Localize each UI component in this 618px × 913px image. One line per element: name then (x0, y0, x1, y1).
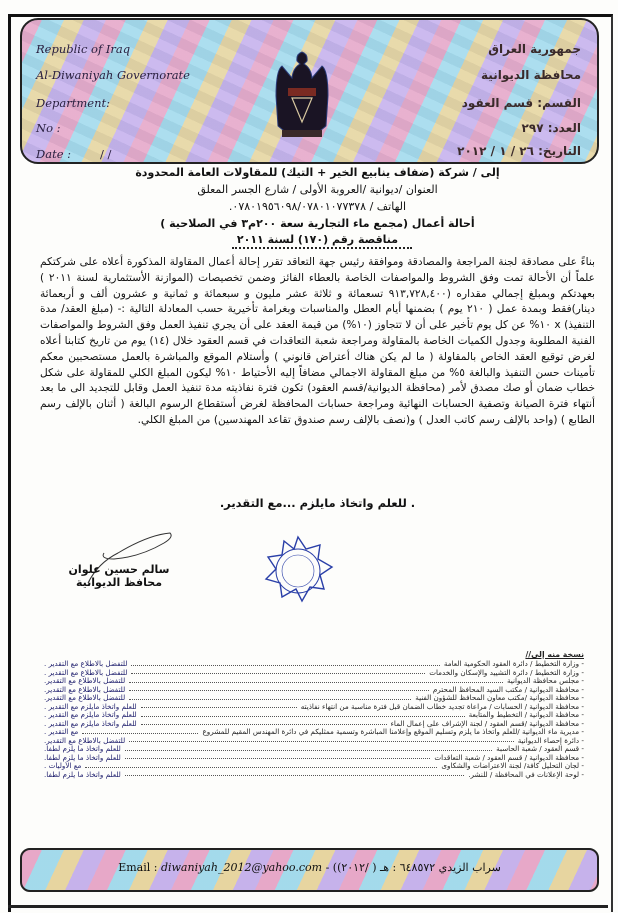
distribution-item (44, 711, 584, 720)
distribution-action: للعلم واتخاذ مايلزم مع التقدير . (44, 711, 137, 719)
letterhead-date-slashes: / / (100, 147, 112, 161)
letterhead-governorate-ar: محافظة الديوانية (481, 68, 581, 82)
dotted-leader (85, 762, 437, 768)
eagle-emblem-icon (264, 48, 340, 146)
footer-band (20, 848, 599, 892)
distribution-destination: - لجان التحليل كافة/ لجنة الاعتراضات والشكاوى (441, 762, 584, 770)
distribution-action: للعلم واتخاذ ما يلزم لطفا. (44, 745, 121, 753)
signatory-title: محافظ الديوانية (75, 576, 163, 589)
letterhead-country-ar: جمهورية العراق (488, 42, 581, 56)
distribution-item (44, 660, 584, 669)
distribution-action: للتفضل بالاطلاع مع التقدير . (44, 668, 128, 677)
distribution-action: للعلم واتخاذ ما يلزم لطفا. (44, 770, 121, 779)
dotted-leader (129, 737, 514, 743)
signature-block (64, 563, 174, 589)
letterhead-governorate-en: Al-Diwaniyah Governorate (36, 68, 190, 82)
distribution-destination: - مجلس محافظة الديوانية (506, 677, 584, 685)
divider-dotted (232, 247, 412, 249)
distribution-destination: - مديرية ماء الديوانية /للعلم واتخاذ ما يلزم وتسليم الموقع وإعلامنا المباشرة وتسمية ممثليكم في دائرة المهندس المقيم للمشروع (202, 728, 584, 736)
distribution-item (44, 703, 584, 712)
letterhead-no-label: No : (36, 121, 61, 135)
distribution-destination: - محافظة الديوانية /قسم العقود / لجنة الإشراف على إعمال الماء (390, 719, 584, 728)
distribution-item (44, 762, 584, 771)
footer-contact (22, 861, 597, 874)
distribution-action: للعلم واتخاذ ما يلزم لطفا. (44, 753, 121, 762)
distribution-item (44, 694, 584, 703)
distribution-destination: - قسم العقود / شعبة الحاسبة (496, 745, 584, 753)
distribution-destination: - وزارة التخطيط / دائرة العقود الحكومية العامة (443, 660, 584, 668)
distribution-item (44, 745, 584, 754)
distribution-item (44, 686, 584, 695)
letterhead (20, 18, 599, 164)
distribution-list (44, 650, 584, 779)
distribution-action: مع الأوليات . (44, 762, 82, 770)
distribution-action: للعلم واتخاذ مايلزم مع التقدير . (44, 702, 137, 711)
dotted-leader (129, 686, 429, 692)
distribution-destination: - محافظة الديوانية / التخطيط والمتابعة (468, 711, 584, 719)
letterhead-date-label: Date : (36, 147, 72, 161)
distribution-item (44, 771, 584, 780)
distribution-action: مع التقدير . (44, 728, 79, 736)
distribution-destination: - محافظة الديوانية /مكتب معاون المحافظ للشؤون الفنية (415, 694, 584, 702)
dotted-leader (141, 720, 387, 726)
distribution-destination: - محافظة الديوانية / الحسابات / مراعاة تجديد خطاب الضمان قبل فترة مناسبة من انتهاء نفاذيته (300, 702, 584, 711)
footer-phone: - ((٢٠١٢/ ) سراب الزيدي ٦٤٨٥٧٢ : هـ (325, 861, 501, 874)
letter-closing: . للعلم واتخاذ مايلزم ...مع التقدير. (219, 496, 416, 510)
dotted-leader (129, 677, 503, 683)
letterhead-country-en: Republic of Iraq (36, 42, 131, 56)
distribution-destination: - وزارة التخطيط / دائرة التشييد والإسكان والخدمات (429, 668, 584, 677)
letter-body: بناءً على مصادقة لجنة المراجعة والمصادقة وموافقة رئيس جهة التعاقد تقرر إحالة أعمال المقاولة المذكورة أعلاه على شركتكم علماً أن الأحالة تمت وفق الشروط والمواصفات الخاصة بالعطاء الفائز وضمن تخصيصات (الموازنة الأستثمارية لسنة ٢٠١١ ) بعهدتكم وبمبلغ إجمالي مقداره (٩١٣,٧٢٨,٤٠٠ تسعمائة و ثلاثة عشر مليون و سبعمائة و ثمانية و عشرون ألف و أربعمائة دينار)فقط وبمدة عمل ( ٢١٠ يوم ) بضمنها أيام العطل والمناسبات وبغرامة تأخيرية حسب المعادلة التالية :- (مبلغ العقد/ مدة التنفيذ) x ١٠% عن كل يوم تأخير على أن لا تتجاوز (١٠%) من قيمة العقد على أن يجري تنفيذ العمل وفق الشروط والمواصفات الفنية المطلوبة وجدول الكميات الخاصة بالمقاولة ومراجعة شعبة التعاقدات في قسم العقود خلال (١٤) يوم من تاريخ كتابنا أعلاه لغرض توقيع العقد الخاص بالمقاولة ( ما لم يكن هناك أعتراض قانوني ) وأستلام الموقع والمباشرة بالعمل مستصحبين معكم تأمينات حسن التنفيذ والبالغة ٥% من مبلغ المقاولة الاجمالي مضافاً إليه الأحتياط ١٠% ليكون المبلغ الكلي للمقاولة على شكل خطاب ضمان أو صك مصدق لأمر (محافظة الديوانية/قسم العقود) تكون فترة نفاذيته مدة تنفيذ العمل وقابل للتجديد الى ما بعد أنتهاء فترة الصيانة وتصفية الحسابات النهائية ومراجعة حسابات المحافظة لغرض أستقطاع الرسوم البالغة ( أثنان بالإلف رسم الطابع ) (واحد بالإلف رسم كاتب العدل ) و(نصف بالإلف رسم صندوق تقاعد المهندسين) من المبلغ الكلي. (40, 256, 596, 426)
distribution-action: للتفضل بالاطلاع مع التقدير. (44, 685, 126, 694)
dotted-leader (125, 754, 431, 760)
distribution-item (44, 720, 584, 729)
dotted-leader (129, 694, 411, 700)
footer-email[interactable]: diwaniyah_2012@yahoo.com (160, 861, 323, 874)
distribution-item (44, 737, 584, 746)
footer-email-label: Email : (118, 861, 158, 874)
addressee-address: العنوان /ديوانية /العروبة الأولى / شارع الجسر المعلق (197, 183, 438, 196)
distribution-destination: - دائرة إحصاء الديوانية (517, 736, 584, 745)
addressee-phone: الهاتف / ٠٧٨٠١٩٥٦٠٩٨/٠٧٨٠١٠٧٧٣٧٨. (228, 200, 407, 213)
distribution-action: للعلم واتخاذ مايلزم مع التقدير . (44, 719, 137, 728)
letter-subject: أحالة أعمال (مجمع ماء التجارية سعة ٢٠٠م٣ في الصلاحية ) (160, 217, 475, 230)
distribution-item (44, 677, 584, 686)
page-border-bottom (8, 905, 608, 908)
distribution-action: للتفضل بالاطلاع مع التقدير. (44, 677, 126, 685)
distribution-action: للتفضل بالاطلاع مع التقدير. (44, 694, 126, 702)
distribution-action: للتفضل بالاطلاع مع التقدير. (44, 736, 126, 745)
distribution-item (44, 669, 584, 678)
dotted-leader (82, 728, 198, 734)
dotted-leader (141, 703, 297, 709)
dotted-leader (131, 669, 425, 675)
letterhead-date-ar: التاريخ: ٢٦ / ١ / ٢٠١٢ (457, 144, 581, 158)
dotted-leader (131, 660, 439, 666)
letterhead-department-label: Department: (36, 96, 110, 110)
letterhead-number-ar: العدد: ٢٩٧ (521, 121, 581, 135)
dotted-leader (125, 771, 464, 777)
signatory-name: سالم حسين علوان (68, 563, 170, 576)
distribution-item (44, 728, 584, 737)
dotted-leader (141, 711, 465, 717)
letterhead-department-ar: القسم: قسم العقود (461, 96, 581, 110)
dotted-leader (125, 745, 492, 751)
distribution-title: نسخة منه إلى// (525, 650, 584, 659)
distribution-destination: - محافظة الديوانية / مكتب السيد المحافظ المحترم (432, 685, 584, 694)
tender-number: مناقصة رقم (١٧٠) لسنة ٢٠١١ (236, 233, 399, 246)
distribution-destination: - محافظة الديوانية / قسم العقود / شعبة التعاقدات (434, 753, 584, 762)
addressee-to: إلى / شركة (ضفاف ينابيع الخير + التيك) للمقاولات العامة المحدودة (135, 166, 500, 179)
distribution-action: للتفضل بالاطلاع مع التقدير . (44, 660, 128, 668)
distribution-item (44, 754, 584, 763)
distribution-destination: - لوحة الإعلانات في المحافظة / للنشر. (468, 770, 584, 779)
official-stamp-icon (262, 535, 334, 607)
